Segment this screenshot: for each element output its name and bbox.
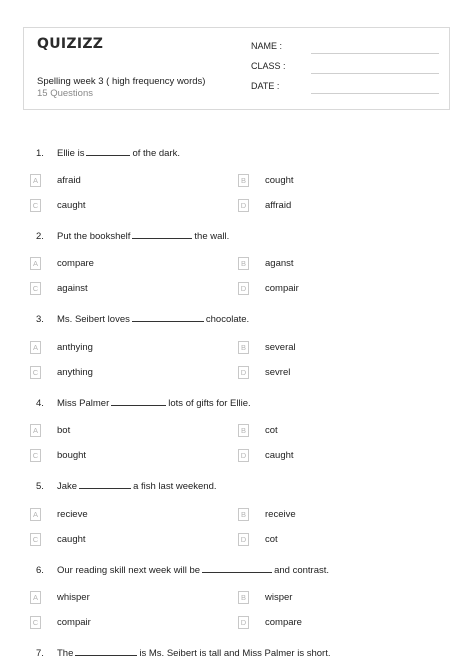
question-text-before: Ms. Seibert loves bbox=[57, 314, 130, 325]
date-label: DATE : bbox=[251, 81, 280, 91]
question-5 bbox=[36, 479, 217, 492]
date-line bbox=[311, 93, 439, 94]
option-text: compair bbox=[265, 283, 299, 294]
question-text-after: and contrast. bbox=[274, 565, 330, 576]
option-text: wisper bbox=[265, 592, 293, 603]
option-letter: C bbox=[30, 533, 41, 546]
option-letter: B bbox=[238, 257, 249, 270]
option-letter: D bbox=[238, 449, 249, 462]
question-number: 5. bbox=[36, 481, 44, 492]
question-number: 7. bbox=[36, 648, 44, 659]
option-text: aganst bbox=[265, 258, 294, 269]
question-6 bbox=[36, 563, 329, 576]
option-text: afraid bbox=[57, 175, 81, 186]
name-field[interactable] bbox=[251, 40, 439, 54]
option-text: compare bbox=[57, 258, 94, 269]
option-text: against bbox=[57, 283, 88, 294]
question-text-before: Our reading skill next week will be bbox=[57, 565, 201, 576]
option-letter: D bbox=[238, 616, 249, 629]
option-text: anthying bbox=[57, 342, 93, 353]
question-3 bbox=[36, 312, 249, 325]
class-label: CLASS : bbox=[251, 61, 286, 71]
question-text-before: Put the bookshelf bbox=[57, 231, 131, 242]
question-number: 3. bbox=[36, 314, 44, 325]
question-number: 6. bbox=[36, 565, 44, 576]
option-text: whisper bbox=[57, 592, 90, 603]
name-label: NAME : bbox=[251, 41, 283, 51]
option-letter: A bbox=[30, 174, 41, 187]
option-text: anything bbox=[57, 367, 93, 378]
date-field[interactable] bbox=[251, 80, 439, 94]
question-text-before: The bbox=[57, 648, 74, 659]
option-text: bought bbox=[57, 450, 87, 461]
question-number: 1. bbox=[36, 148, 44, 159]
option-letter: A bbox=[30, 257, 41, 270]
option-text: several bbox=[265, 342, 296, 353]
option-text: compare bbox=[265, 617, 302, 628]
question-number: 4. bbox=[36, 398, 44, 409]
option-text: affraid bbox=[265, 200, 292, 211]
question-2 bbox=[36, 229, 229, 242]
answer-blank bbox=[132, 229, 192, 239]
option-letter: C bbox=[30, 366, 41, 379]
option-letter: D bbox=[238, 366, 249, 379]
option-letter: D bbox=[238, 199, 249, 212]
option-letter: A bbox=[30, 424, 41, 437]
question-text-before: Miss Palmer bbox=[57, 398, 110, 409]
question-text-after: of the dark. bbox=[132, 148, 180, 159]
question-text-before: Ellie is bbox=[57, 148, 85, 159]
worksheet-title: Spelling week 3 ( high frequency words) bbox=[37, 76, 206, 87]
option-text: bot bbox=[57, 425, 71, 436]
option-letter: B bbox=[238, 508, 249, 521]
option-letter: B bbox=[238, 424, 249, 437]
option-letter: A bbox=[30, 341, 41, 354]
question-text-before: Jake bbox=[57, 481, 78, 492]
option-text: receive bbox=[265, 509, 296, 520]
question-text-after: a fish last weekend. bbox=[133, 481, 217, 492]
option-letter: B bbox=[238, 174, 249, 187]
question-1 bbox=[36, 146, 180, 159]
class-line bbox=[311, 73, 439, 74]
answer-blank bbox=[86, 146, 130, 156]
option-letter: D bbox=[238, 282, 249, 295]
option-text: cot bbox=[265, 534, 278, 545]
answer-blank bbox=[202, 563, 272, 573]
option-letter: C bbox=[30, 616, 41, 629]
answer-blank bbox=[75, 646, 137, 656]
option-text: cot bbox=[265, 425, 278, 436]
answer-blank bbox=[79, 479, 131, 489]
question-text-after: the wall. bbox=[194, 231, 230, 242]
question-number: 2. bbox=[36, 231, 44, 242]
option-letter: A bbox=[30, 591, 41, 604]
question-7 bbox=[36, 646, 330, 659]
option-letter: B bbox=[238, 341, 249, 354]
question-count: 15 Questions bbox=[37, 88, 93, 99]
option-letter: C bbox=[30, 449, 41, 462]
option-text: cought bbox=[265, 175, 294, 186]
option-letter: D bbox=[238, 533, 249, 546]
option-text: sevrel bbox=[265, 367, 291, 378]
option-letter: A bbox=[30, 508, 41, 521]
worksheet-header bbox=[23, 27, 450, 110]
quizizz-logo: QUIZIZZ bbox=[37, 36, 104, 52]
question-text-after: is Ms. Seibert is tall and Miss Palmer is short. bbox=[139, 648, 331, 659]
option-text: recieve bbox=[57, 509, 88, 520]
answer-blank bbox=[132, 312, 204, 322]
answer-blank bbox=[111, 396, 166, 406]
option-letter: C bbox=[30, 282, 41, 295]
question-text-after: lots of gifts for Ellie. bbox=[168, 398, 251, 409]
question-4 bbox=[36, 396, 251, 409]
name-line bbox=[311, 53, 439, 54]
class-field[interactable] bbox=[251, 60, 439, 74]
option-text: caught bbox=[265, 450, 294, 461]
option-text: compair bbox=[57, 617, 91, 628]
option-letter: C bbox=[30, 199, 41, 212]
option-text: caught bbox=[57, 200, 86, 211]
question-text-after: chocolate. bbox=[205, 314, 250, 325]
option-letter: B bbox=[238, 591, 249, 604]
option-text: caught bbox=[57, 534, 86, 545]
